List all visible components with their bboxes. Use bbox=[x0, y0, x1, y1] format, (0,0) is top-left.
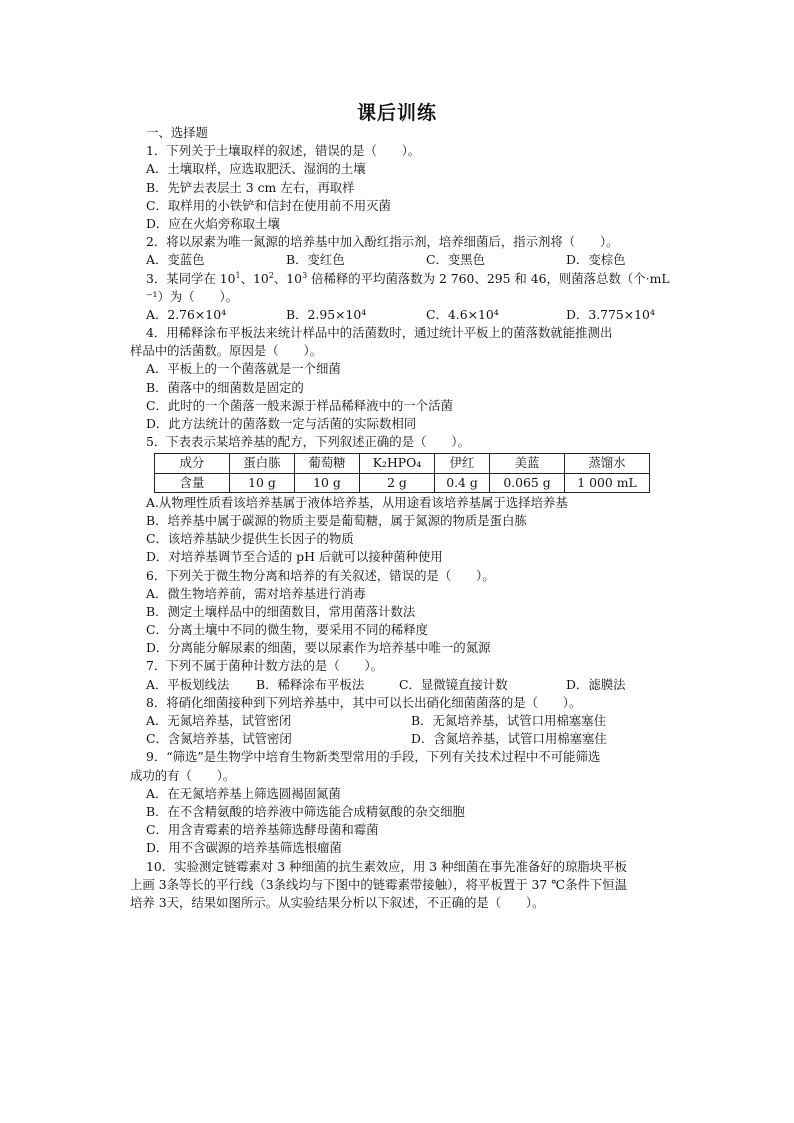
recipe-table-cell: 成分 bbox=[155, 454, 230, 473]
question-6-option-d: D．分离能分解尿素的细菌，要以尿素作为培养基中唯一的氮源 bbox=[146, 640, 491, 656]
recipe-table-cell: 10 g bbox=[230, 473, 295, 492]
question-3-option-b: B．2.95×10⁴ bbox=[286, 306, 367, 322]
recipe-table bbox=[154, 453, 650, 492]
question-4-option-a: A．平板上的一个菌落就是一个细菌 bbox=[146, 361, 341, 377]
question-10-stem-line-3: 培养 3天，结果如图所示。从实验结果分析以下叙述，不正确的是（ ）。 bbox=[130, 894, 545, 910]
recipe-table-cell: 美蓝 bbox=[490, 454, 565, 473]
question-8-options-row-2 bbox=[146, 730, 676, 748]
recipe-table-cell: 0.065 g bbox=[490, 473, 565, 492]
recipe-table-cell: 伊红 bbox=[435, 454, 490, 473]
question-5-stem: 5．下表表示某培养基的配方，下列叙述正确的是（ ）。 bbox=[146, 434, 470, 450]
question-8-options-row-1 bbox=[146, 712, 676, 730]
question-9-stem-line-1: 9．“筛选”是生物学中培育生物新类型常用的手段，下列有关技术过程中不可能筛选 bbox=[146, 749, 601, 765]
question-1-option-d: D．应在火焰旁称取土壤 bbox=[146, 215, 280, 231]
recipe-table-cell: 10 g bbox=[295, 473, 360, 492]
question-1-option-b: B．先铲去表层土 3 cm 左右，再取样 bbox=[146, 179, 355, 195]
recipe-table-value-row bbox=[155, 473, 650, 492]
question-7-option-b: B．稀释涂布平板法 bbox=[256, 676, 365, 692]
recipe-table-header-row bbox=[155, 454, 650, 473]
question-9-option-b: B．在不含精氨酸的培养液中筛选能合成精氨酸的杂交细胞 bbox=[146, 803, 465, 819]
question-2-options bbox=[146, 251, 676, 269]
question-4-stem-line-2: 样品中的活菌数。原因是（ ）。 bbox=[130, 343, 323, 359]
recipe-table-cell: 2 g bbox=[360, 473, 435, 492]
question-list bbox=[130, 124, 676, 912]
question-9-option-a: A．在无氮培养基上筛选圆褐固氮菌 bbox=[146, 785, 341, 801]
question-6-option-b: B．测定土壤样品中的细菌数目，常用菌落计数法 bbox=[146, 603, 416, 619]
recipe-table-cell: K₂HPO₄ bbox=[360, 454, 435, 473]
question-2-option-c: C．变黑色 bbox=[426, 252, 486, 268]
question-8-option-c: C．含氮培养基，试管密闭 bbox=[146, 731, 292, 747]
recipe-table-cell: 0.4 g bbox=[435, 473, 490, 492]
question-3-stem-line-2: ⁻¹）为（ ）。 bbox=[146, 288, 239, 304]
question-7-options bbox=[146, 676, 676, 694]
question-3-option-d: D．3.775×10⁴ bbox=[566, 306, 655, 322]
question-3-options bbox=[146, 306, 676, 324]
question-2-stem: 2．将以尿素为唯一氮源的培养基中加入酚红指示剂，培养细菌后，指示剂将（ ）。 bbox=[146, 234, 619, 250]
question-1-option-c: C．取样用的小铁铲和信封在使用前不用灭菌 bbox=[146, 197, 391, 213]
question-6-stem: 6．下列关于微生物分离和培养的有关叙述，错误的是（ ）。 bbox=[146, 567, 495, 583]
question-3-stem-line-1: 3．某同学在 $10^1$、$10^2$、$10^3$ 倍稀释的平均菌落数为 2 760、295 和 46，则菌落总数（个·mL bbox=[146, 270, 670, 286]
question-8-option-b: B．无氮培养基，试管口用棉塞塞住 bbox=[411, 713, 606, 729]
question-6-option-a: A．微生物培养前，需对培养基进行消毒 bbox=[146, 585, 366, 601]
question-9-stem-line-2: 成功的有（ ）。 bbox=[130, 767, 236, 783]
question-6-option-c: C．分离土壤中不同的微生物，要采用不同的稀释度 bbox=[146, 622, 429, 638]
question-5-option-d: D．对培养基调节至合适的 pH 后就可以接种菌种使用 bbox=[146, 549, 443, 565]
question-4-option-d: D．此方法统计的菌落数一定与活菌的实际数相同 bbox=[146, 416, 417, 431]
question-4-option-c: C．此时的一个菌落一般来源于样品稀释液中的一个活菌 bbox=[146, 397, 453, 413]
question-2-option-a: A．变蓝色 bbox=[146, 252, 205, 268]
question-10-stem-line-2: 上画 3条等长的平行线（3条线均与下图中的链霉素带接触），将平板置于 37 ℃条件下恒温 bbox=[130, 876, 628, 892]
question-3-option-a: A．2.76×10⁴ bbox=[146, 306, 227, 322]
section-heading: 一、选择题 bbox=[146, 125, 208, 140]
question-9-option-d: D．用不含碳源的培养基筛选根瘤菌 bbox=[146, 840, 342, 856]
recipe-table-cell: 蒸馏水 bbox=[565, 454, 650, 473]
question-3-option-c: C．4.6×10⁴ bbox=[426, 306, 499, 322]
question-8-option-a: A．无氮培养基，试管密闭 bbox=[146, 713, 292, 729]
question-1-option-a: A．土壤取样，应选取肥沃、湿润的土壤 bbox=[146, 161, 366, 177]
recipe-table-cell: 1 000 mL bbox=[565, 473, 650, 492]
page-title: 课后训练 bbox=[356, 102, 437, 124]
question-5-option-c: C．该培养基缺少提供生长因子的物质 bbox=[146, 531, 354, 547]
recipe-table-cell: 蛋白胨 bbox=[230, 454, 295, 473]
question-5-option-b: B．培养基中属于碳源的物质主要是葡萄糖，属于氮源的物质是蛋白胨 bbox=[146, 512, 527, 528]
question-8-stem: 8．将硝化细菌接种到下列培养基中，其中可以长出硝化细菌菌落的是（ ）。 bbox=[146, 694, 582, 710]
question-10-stem-line-1: 10．实验测定链霉素对 3 种细菌的抗生素效应，用 3 种细菌在事先准备好的琼脂块平板 bbox=[146, 858, 627, 874]
question-8-option-d: D．含氮培养基，试管口用棉塞塞住 bbox=[411, 731, 607, 747]
recipe-table-cell: 葡萄糖 bbox=[295, 454, 360, 473]
recipe-table-cell: 含量 bbox=[155, 473, 230, 492]
question-7-option-c: C．显微镜直接计数 bbox=[399, 676, 508, 692]
question-1-stem: 1．下列关于土壤取样的叙述，错误的是（ ）。 bbox=[146, 143, 421, 159]
question-9-option-c: C．用含青霉素的培养基筛选酵母菌和霉菌 bbox=[146, 822, 379, 838]
question-5-option-a: A.从物理性质看该培养基属于液体培养基，从用途看该培养基属于选择培养基 bbox=[146, 494, 568, 510]
question-2-option-d: D．变棕色 bbox=[566, 252, 626, 268]
question-2-option-b: B．变红色 bbox=[286, 252, 345, 268]
question-7-stem: 7．下列不属于菌种计数方法的是（ ）。 bbox=[146, 658, 384, 674]
question-4-option-b: B．菌落中的细菌数是固定的 bbox=[146, 379, 304, 395]
question-7-option-d: D．滤膜法 bbox=[566, 676, 626, 692]
question-7-option-a: A．平板划线法 bbox=[146, 676, 230, 692]
question-4-stem-line-1: 4．用稀释涂布平板法来统计样品中的活菌数时，通过统计平板上的菌落数就能推测出 bbox=[146, 325, 613, 341]
